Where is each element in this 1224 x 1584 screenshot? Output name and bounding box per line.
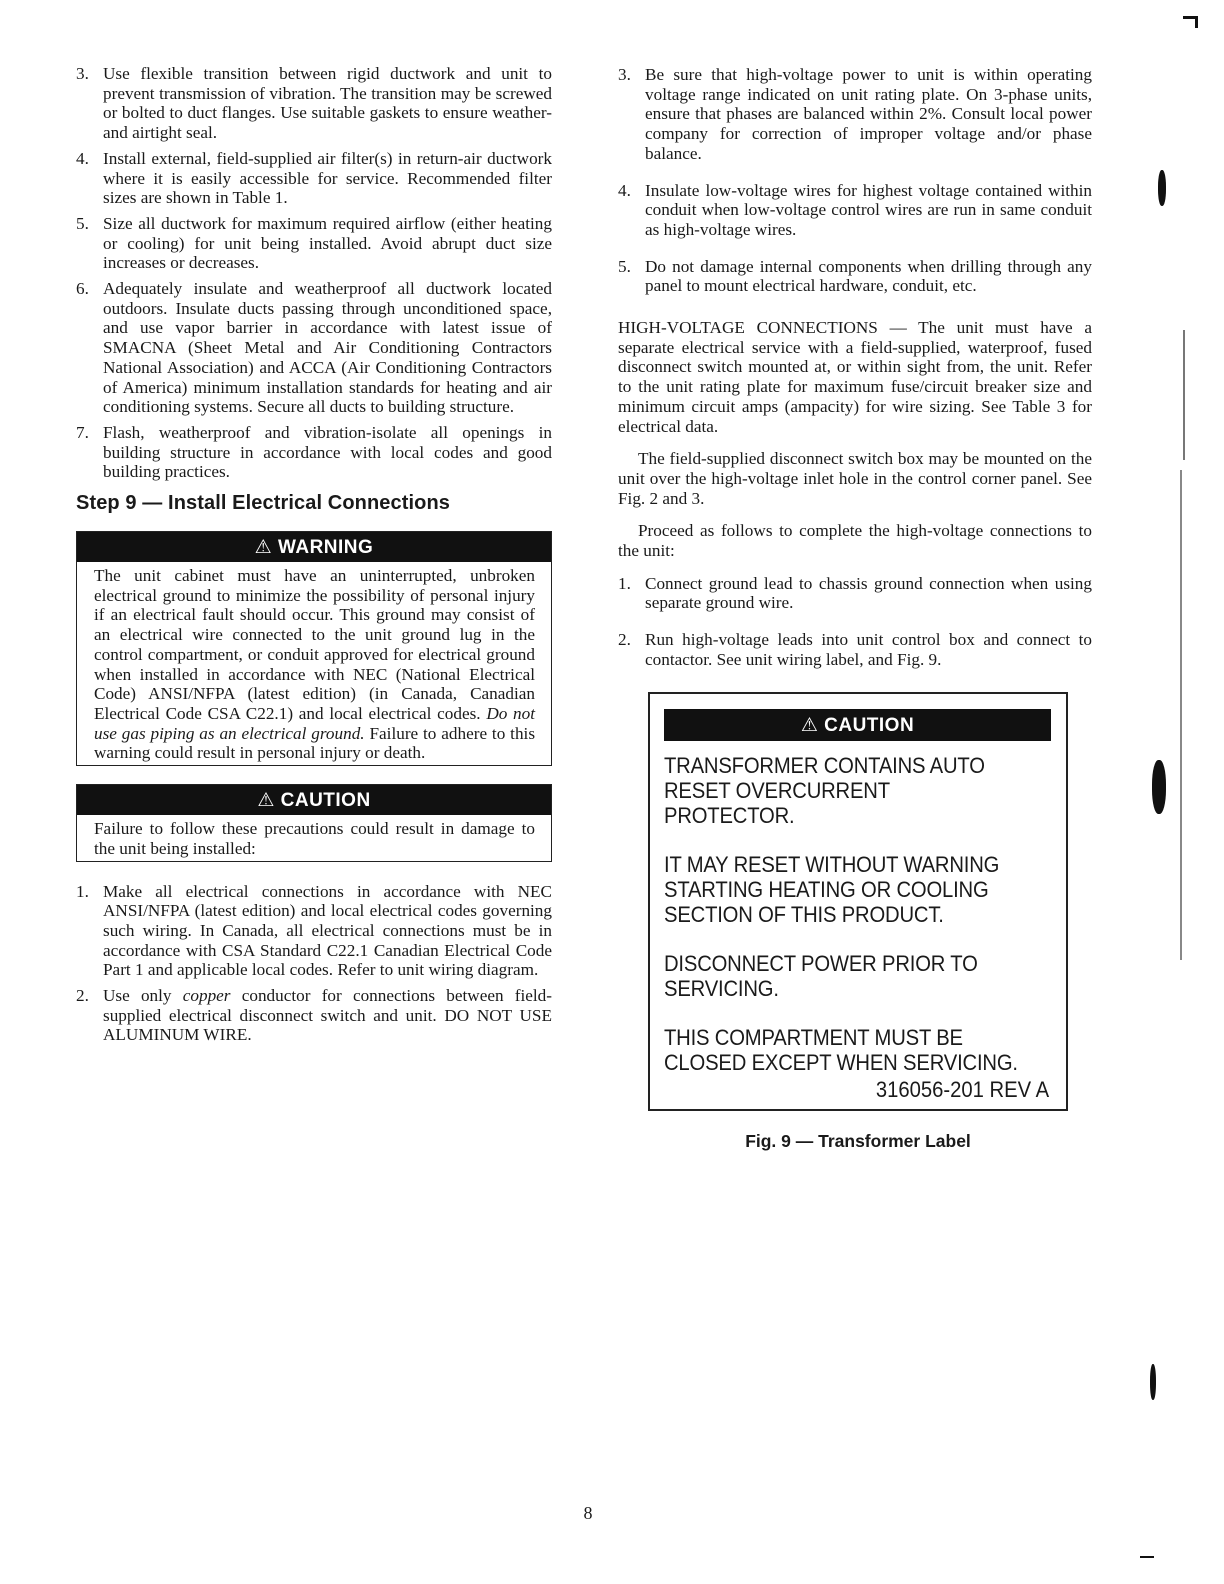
list-item: 5. Do not damage internal components when drilling through any panel to mount electrical hardware, conduit, etc. bbox=[618, 256, 1092, 296]
list-item: 6. Adequately insulate and weatherproof all ductwork located outdoors. Insulate ducts passing through unconditioned space, and use vapor barrier in accordance with latest issue of SMACNA (Sheet Metal and Air Conditioning Contractors National Association) and ACCA (Air Conditioning Contractors of America) minimum installation standards for heating and air conditioning systems. Secure all ducts to building structure. bbox=[76, 279, 552, 417]
scan-mark bbox=[1183, 330, 1185, 460]
warning-title: ⚠ WARNING bbox=[77, 532, 551, 562]
binder-hole-mark bbox=[1152, 760, 1166, 814]
label-line: THIS COMPARTMENT MUST BE CLOSED EXCEPT WHEN SERVICING. bbox=[664, 1024, 1018, 1075]
step-heading: Step 9 — Install Electrical Connections bbox=[76, 492, 450, 515]
duct-steps-list bbox=[76, 64, 552, 482]
list-item: 3. Use flexible transition between rigid ductwork and unit to prevent transmission of vibration. The transition may be screwed or bolted to duct flanges. Use suitable gaskets to ensure weather- and airtight seal. bbox=[76, 64, 552, 143]
caution-text: Failure to follow these precautions could result in damage to the unit being installed: bbox=[94, 819, 535, 858]
disconnect-paragraph: The field-supplied disconnect switch box may be mounted on the unit over the high-voltage inlet hole in the control corner panel. See Fig. 2 and 3. bbox=[618, 449, 1092, 508]
label-line: IT MAY RESET WITHOUT WARNING STARTING HEATING OR COOLING SECTION OF THIS PRODUCT. bbox=[664, 851, 1000, 927]
warning-box bbox=[76, 531, 552, 766]
transformer-label bbox=[648, 692, 1068, 1111]
label-line: TRANSFORMER CONTAINS AUTO RESET OVERCURRENT PROTECTOR. bbox=[664, 752, 985, 828]
binder-hole-mark bbox=[1150, 1364, 1156, 1400]
hv-steps-list bbox=[618, 574, 1092, 670]
list-item: 3. Be sure that high-voltage power to unit is within operating voltage range indicated on unit rating plate. On 3-phase units, ensure that phases are balanced within 2%. Consult local power company for correction of improper voltage and/or phase balance. bbox=[618, 65, 1092, 163]
list-item: 2. Use only copper conductor for connections between field-supplied electrical disconnect switch and unit. DO NOT USE ALUMINUM WIRE. bbox=[76, 986, 553, 1045]
caution-box bbox=[76, 784, 552, 861]
right-column bbox=[618, 65, 1092, 1152]
page-number: 8 bbox=[583, 1503, 593, 1523]
scan-mark bbox=[1195, 16, 1198, 28]
wiring-steps-list bbox=[618, 65, 1092, 296]
list-item: 2. Run high-voltage leads into unit control box and connect to contactor. See unit wiring label, and Fig. 9. bbox=[618, 630, 1092, 669]
list-item: 1. Connect ground lead to chassis ground connection when using separate ground wire. bbox=[618, 573, 1092, 613]
scan-mark bbox=[1140, 1556, 1154, 1558]
list-item: 7. Flash, weatherproof and vibration-isolate all openings in building structure in accordance with local codes and good building practices. bbox=[76, 422, 552, 482]
left-column bbox=[76, 64, 552, 1045]
electrical-steps-list bbox=[76, 882, 552, 1046]
list-item: 4. Install external, field-supplied air filter(s) in return-air ductwork where it is easily accessible for service. Recommended filter sizes are shown in Table 1. bbox=[76, 148, 552, 208]
warning-text: The unit cabinet must have an uninterrupted, unbroken electrical ground to minimize the possibility of personal injury if an electrical fault should occur. This ground may consist of an electrical wire connected to the unit ground lug in the control compartment, or conduit approved for electrical ground when installed in accordance with NEC (National Electrical Code) ANSI/NFPA (latest edition) (in Canada, Canadian Electrical Code CSA C22.1) and local electrical codes. Do not use gas piping as an electrical ground. Failure to adhere to this warning could result in personal injury or death. bbox=[94, 566, 536, 763]
figure-caption: Fig. 9 — Transformer Label bbox=[745, 1130, 971, 1151]
proceed-paragraph: Proceed as follows to complete the high-voltage connections to the unit: bbox=[618, 521, 1092, 561]
list-item: 4. Insulate low-voltage wires for highest voltage contained within conduit when low-voltage control wires are run in same conduit as high-voltage wires. bbox=[618, 180, 1092, 239]
label-part-code: 316056-201 REV A bbox=[875, 1076, 1050, 1102]
hv-connections-paragraph: HIGH-VOLTAGE CONNECTIONS — The unit must have a separate electrical service with a field-supplied, waterproof, fused disconnect switch mounted at, or within sight from, the unit. Refer to the unit rating plate for maximum fuse/circuit breaker size and minimum circuit amps (ampacity) for wire sizing. See Table 3 for electrical data. bbox=[618, 318, 1092, 436]
list-item: 1. Make all electrical connections in accordance with NEC ANSI/NFPA (latest edition) and local electrical codes governing such wiring. In Canada, all electrical connections must be in accordance with CSA Standard C22.1 Canadian Electrical Code Part 1 and applicable local codes. Refer to unit wiring diagram. bbox=[76, 881, 552, 980]
label-caution-title: ⚠ CAUTION bbox=[664, 709, 1051, 741]
label-line: DISCONNECT POWER PRIOR TO SERVICING. bbox=[664, 950, 978, 1001]
caution-title: ⚠ CAUTION bbox=[77, 785, 551, 815]
list-item: 5. Size all ductwork for maximum required airflow (either heating or cooling) for unit being installed. Avoid abrupt duct size increases or decreases. bbox=[76, 213, 552, 273]
scan-mark bbox=[1180, 470, 1182, 960]
binder-hole-mark bbox=[1158, 170, 1166, 206]
